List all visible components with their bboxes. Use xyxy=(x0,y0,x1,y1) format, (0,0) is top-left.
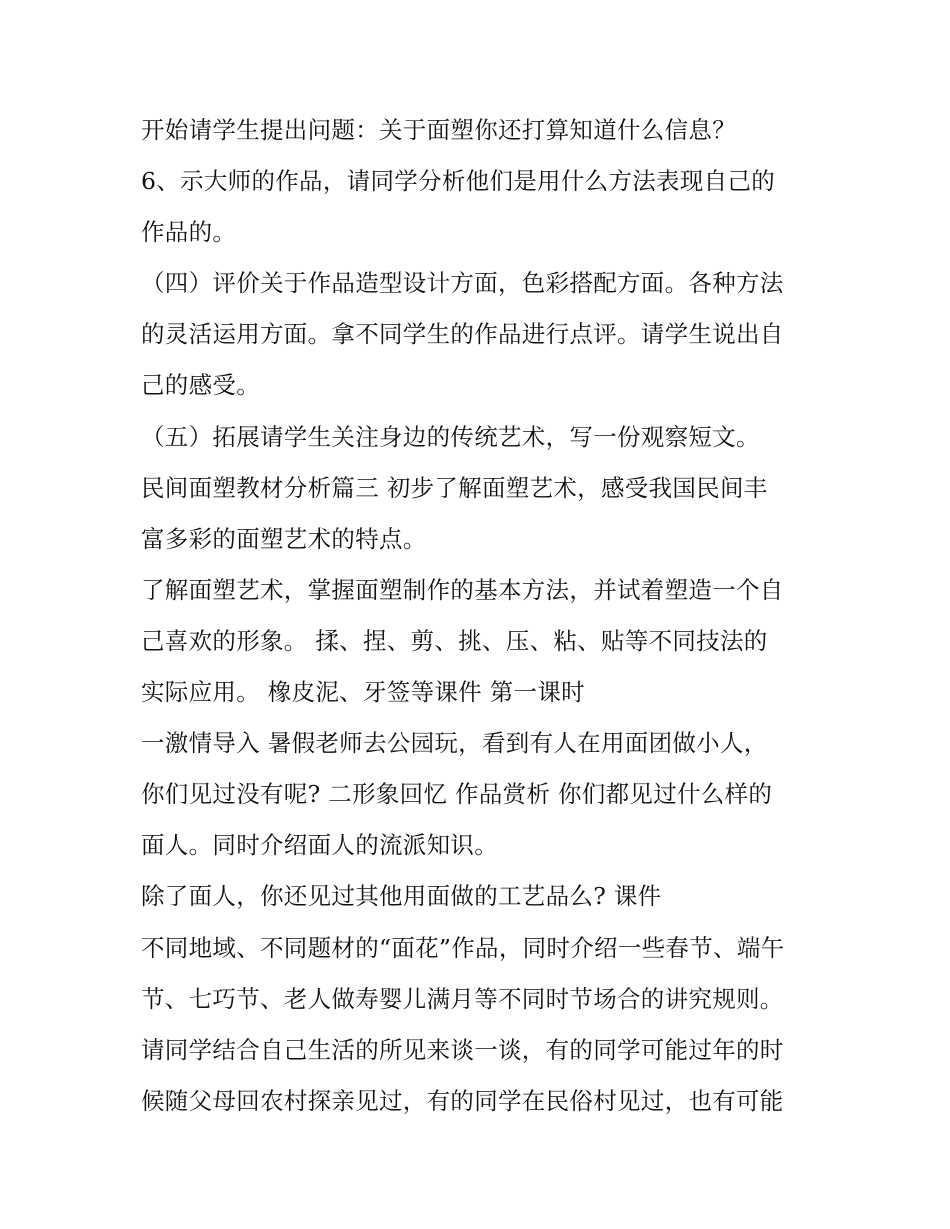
text-line: （四）评价关于作品造型设计方面，色彩搭配方面。各种方法 xyxy=(141,269,784,298)
text-line: 了解面塑艺术，掌握面塑制作的基本方法，并试着塑造一个自 xyxy=(141,575,784,604)
text-line: 6、示大师的作品，请同学分析他们是用什么方法表现自己的 xyxy=(141,167,776,196)
text-line: 开始请学生提出问题：关于面塑你还打算知道什么信息？ xyxy=(141,116,736,144)
text-line: 富多彩的面塑艺术的特点。 xyxy=(141,524,427,553)
text-line: 除了面人，你还见过其他用面做的工艺品么? 课件 xyxy=(141,882,662,911)
text-line: 作品的。 xyxy=(141,218,237,247)
text-line: 你们见过没有呢? 二形象回忆 作品赏析 你们都见过什么样的 xyxy=(141,780,773,809)
text-line: （五）拓展请学生关注身边的传统艺术，写一份观察短文。 xyxy=(141,422,760,451)
text-line: 请同学结合自己生活的所见来谈一谈，有的同学可能过年的时 xyxy=(141,1035,784,1064)
text-line: 节、七巧节、老人做寿婴儿满月等不同时节场合的讲究规则。 xyxy=(141,984,784,1013)
text-line: 一激情导入 暑假老师去公园玩，看到有人在用面团做小人， xyxy=(141,729,768,758)
body-text xyxy=(141,105,821,1127)
text-line: 不同地域、不同题材的“面花”作品，同时介绍一些春节、端午 xyxy=(141,933,785,962)
text-line: 己的感受。 xyxy=(141,371,260,400)
text-line: 实际应用。 橡皮泥、牙签等课件 第一课时 xyxy=(141,678,585,707)
text-line: 的灵活运用方面。拿不同学生的作品进行点评。请学生说出自 xyxy=(141,320,784,349)
text-line: 面人。同时介绍面人的流派知识。 xyxy=(141,831,498,860)
text-line: 己喜欢的形象。 揉、捏、剪、挑、压、粘、贴等不同技法的 xyxy=(141,626,768,655)
text-line: 候随父母回农村探亲见过，有的同学在民俗村见过，也有可能 xyxy=(141,1086,784,1115)
text-line: 民间面塑教材分析篇三 初步了解面塑艺术，感受我国民间丰 xyxy=(141,473,768,502)
